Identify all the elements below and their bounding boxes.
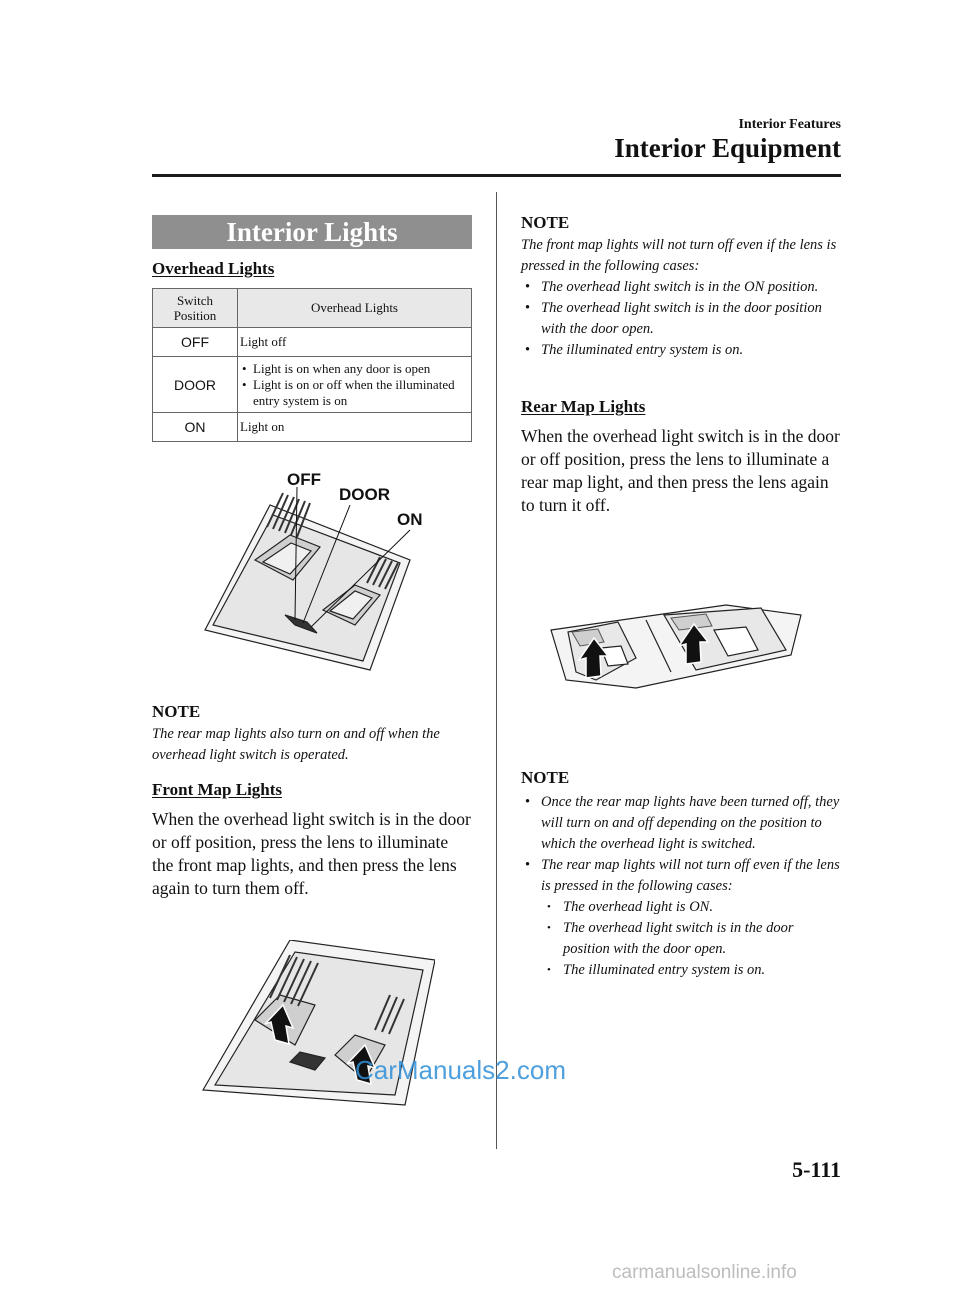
list-item [521, 855, 843, 981]
note-intro: The front map lights will not turn off even if the lens is pressed in the following cases: [521, 237, 837, 274]
page-title: Interior Equipment [614, 133, 841, 163]
note-body: The rear map lights also turn on and off when the overhead light switch is operated. [152, 726, 440, 763]
header-line: Switch [176, 293, 214, 308]
header-rule [152, 174, 841, 177]
page-number: 5-111 [792, 1157, 841, 1182]
switch-position-on: ON [153, 413, 238, 442]
row-description [238, 357, 472, 413]
switch-position-off: OFF [153, 328, 238, 357]
front-map-lights-body: When the overhead light switch is in the door or off position, press the lens to illuminate the front map lights, and then press the lens again to turn them off. [152, 809, 471, 898]
table-header-switch-position [153, 289, 238, 328]
list-item: • The overhead light switch is in the door position with the door open. [521, 298, 843, 340]
sub-list-item: • The overhead light switch is in the door position with the door open. [541, 918, 843, 960]
table-header-overhead-lights: Overhead Lights [238, 289, 472, 328]
note-list [521, 277, 843, 361]
note-title: NOTE [521, 213, 570, 232]
overhead-lights-heading: Overhead Lights [152, 259, 275, 278]
sub-list-item: • The overhead light is ON. [541, 897, 843, 918]
note-title: NOTE [521, 768, 570, 787]
list-item: • Once the rear map lights have been turned off, they will turn on and off depending on the position to which the overhead light is switched. [521, 792, 843, 855]
watermark: CarManuals2.com [355, 1055, 566, 1085]
table-row [153, 357, 472, 413]
figure-label-on: ON [397, 510, 423, 529]
sub-list-item: • The illuminated entry system is on. [541, 960, 843, 981]
list-item-text: The rear map lights will not turn off even if the lens is pressed in the following cases: [541, 857, 840, 894]
sub-list [541, 897, 843, 981]
list-item: • The illuminated entry system is on. [521, 340, 843, 361]
rear-map-lights-figure [546, 600, 816, 695]
header-line: Position [173, 308, 217, 323]
switch-position-table [152, 288, 472, 442]
table-header-row [153, 289, 472, 328]
figure-label-off: OFF [287, 470, 321, 489]
section-banner: Interior Lights [152, 215, 472, 249]
row-description: Light on [238, 413, 472, 442]
list-item: • Light is on or off when the illuminated entry system is on [240, 377, 471, 409]
rear-map-lights-heading: Rear Map Lights [521, 397, 646, 416]
figure-label-door: DOOR [339, 485, 390, 504]
list-item: • Light is on when any door is open [240, 361, 471, 377]
list-item: • The overhead light switch is in the ON position. [521, 277, 843, 298]
row-description: Light off [238, 328, 472, 357]
front-map-lights-heading: Front Map Lights [152, 780, 283, 799]
note-title: NOTE [152, 702, 201, 721]
table-row [153, 413, 472, 442]
overhead-console-figure [195, 465, 435, 675]
rear-map-lights-body: When the overhead light switch is in the door or off position, press the lens to illuminate a rear map light, and then press the lens again to turn it off. [521, 426, 840, 515]
header-section-label: Interior Features [738, 117, 841, 132]
column-divider [496, 192, 497, 1149]
footer-watermark: carmanualsonline.info [612, 1262, 797, 1283]
switch-position-door: DOOR [153, 357, 238, 413]
note-list [521, 792, 843, 981]
table-row [153, 328, 472, 357]
